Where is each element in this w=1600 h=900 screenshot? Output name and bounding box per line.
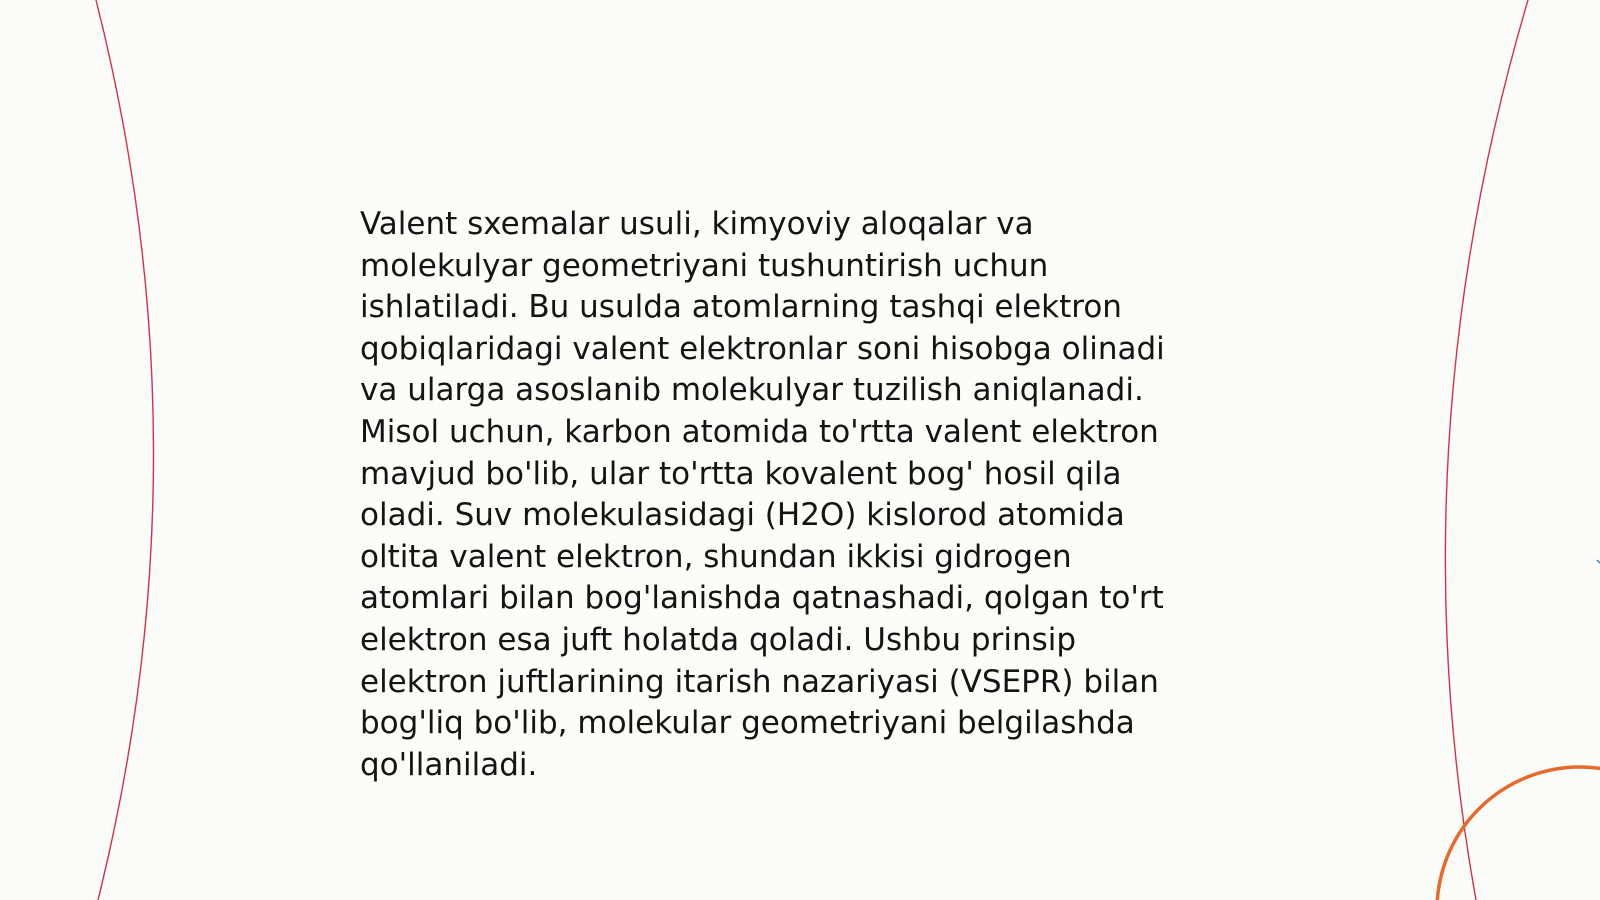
- orange-circle-outline: [1437, 767, 1600, 900]
- right-curved-line: [1445, 0, 1528, 900]
- left-curved-line: [96, 0, 154, 900]
- body-paragraph: Valent sxemalar usuli, kimyoviy aloqalar va molekulyar geometriyani tushuntirish uchun ishlatiladi. Bu usulda atomlarning tashqi elektron qobiqlaridagi valent elektronlar soni hisobga olinadi va ularga asoslanib molekulyar tuzilish aniqlanadi. Misol uchun, karbon atomida to'rtta valent elektron mavjud bo'lib, ular to'rtta kovalent bog' hosil qila oladi. Suv molekulasidagi (H2O) kislorod atomida oltita valent elektron, shundan ikkisi gidrogen atomlari bilan bog'lanishda qatnashadi, qolgan to'rt elektron esa juft holatda qoladi. Ushbu prinsip elektron juftlarining itarish nazariyasi (VSEPR) bilan bog'liq bo'lib, molekular geometriyani belgilashda qo'llaniladi.: [360, 206, 1165, 783]
